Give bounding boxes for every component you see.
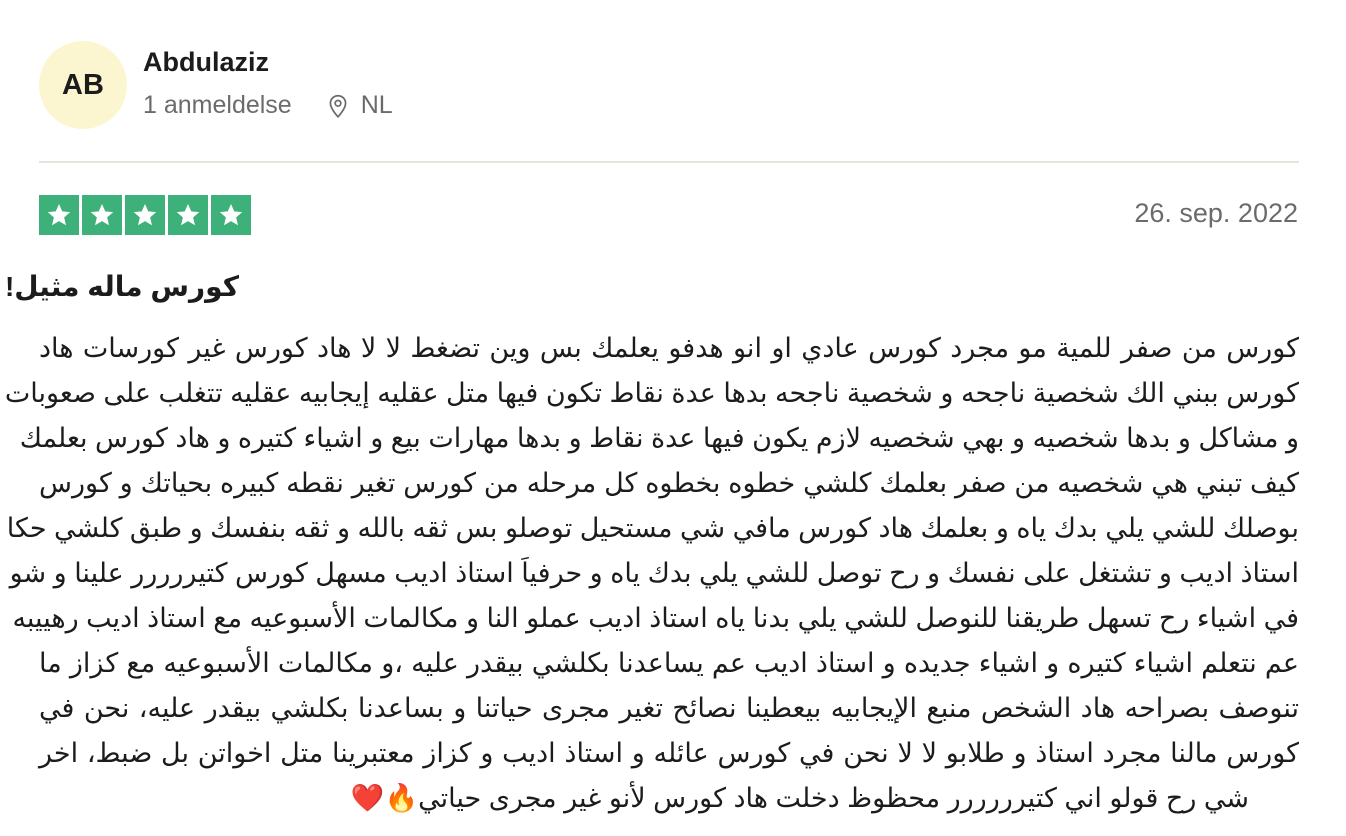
review-body-line: في اشياء رح تسهل طريقنا للنوصل للشي يلي بدنا ياه استاذ اديب عملو النا و مكالمات الأسبوعيه مع استاذ اديب رهييبه	[12, 603, 1299, 633]
reviewer-name[interactable]: Abdulaziz	[143, 47, 269, 77]
review-body-line: تنوصف بصراحه هاد الشخص منبع الإيجابيه بيعطينا نصائح تغير مجرى حياتنا و بساعدنا بكلشي بيقدر عليه، نحن في	[39, 693, 1299, 723]
divider	[39, 161, 1299, 163]
review-body-line: كورس ببني الك شخصية ناجحه و شخصية ناجحه بدها عدة نقاط تكون فيها متل عقليه إيجابيه عقليه تتغلب على صعوبات	[4, 378, 1299, 408]
review-count: 1 anmeldelse	[143, 91, 292, 119]
review-body-line: كورس مالنا مجرد استاذ و طلابو لا لا نحن في كورس عائله و استاذ اديب و كزاز معتبرينا متل اخواتن بل ضبط، اخر	[39, 738, 1299, 768]
review-body-line: بوصلك للشي يلي بدك ياه و بعلمك هاد كورس مافي شي مستحيل توصلو بس ثقه بالله و ثقه بنفسك و طبق كلشي حكا	[6, 513, 1299, 543]
star-icon	[39, 195, 79, 235]
star-icon	[168, 195, 208, 235]
avatar[interactable]: AB	[39, 41, 127, 129]
review-date: 26. sep. 2022	[1134, 198, 1298, 228]
review-body-line: كورس من صفر للمية مو مجرد كورس عادي او انو هدفو يعلمك بس وين تضغط لا لا هاد كورس غير كورسات هاد	[39, 333, 1299, 363]
star-icon	[211, 195, 251, 235]
reviewer-meta	[143, 91, 393, 120]
review-body-line: شي رح قولو اني كتيرررررر محظوظ دخلت هاد كورس لأنو غير مجرى حياتي🔥❤️	[350, 783, 1249, 813]
reviewer-country: NL	[360, 91, 393, 119]
review-body-line: و مشاكل و بدها شخصيه و بهي شخصيه لازم يكون فيها عدة نقاط و بدها مهارات بيع و اشياء كتيره و هاد كورس بعلمك	[19, 423, 1299, 453]
star-icon	[125, 195, 165, 235]
star-icon	[82, 195, 122, 235]
review-body-line: استاذ اديب و تشتغل على نفسك و رح توصل للشي يلي بدك ياه و حرفياَ استاذ اديب مسهل كورس كتيررررر علينا و شو	[9, 558, 1299, 588]
review-body-line: كيف تبني هي شخصيه من صفر بعلمك كلشي خطوه بخطوه كل مرحله من كورس تغير نقطه كبيره بحياتك و كورس	[39, 468, 1299, 498]
star-rating	[39, 195, 251, 235]
review-body	[4, 326, 1300, 821]
location-pin-icon	[325, 93, 351, 119]
review-title[interactable]: كورس ماله مثيل!	[4, 271, 239, 302]
reviewer-header	[39, 41, 1299, 131]
review-body-line: عم نتعلم اشياء كتيره و اشياء جديده و استاذ اديب عم يساعدنا بكلشي بيقدر عليه ،و مكالمات الأسبوعيه مع كزاز ما	[39, 648, 1300, 678]
